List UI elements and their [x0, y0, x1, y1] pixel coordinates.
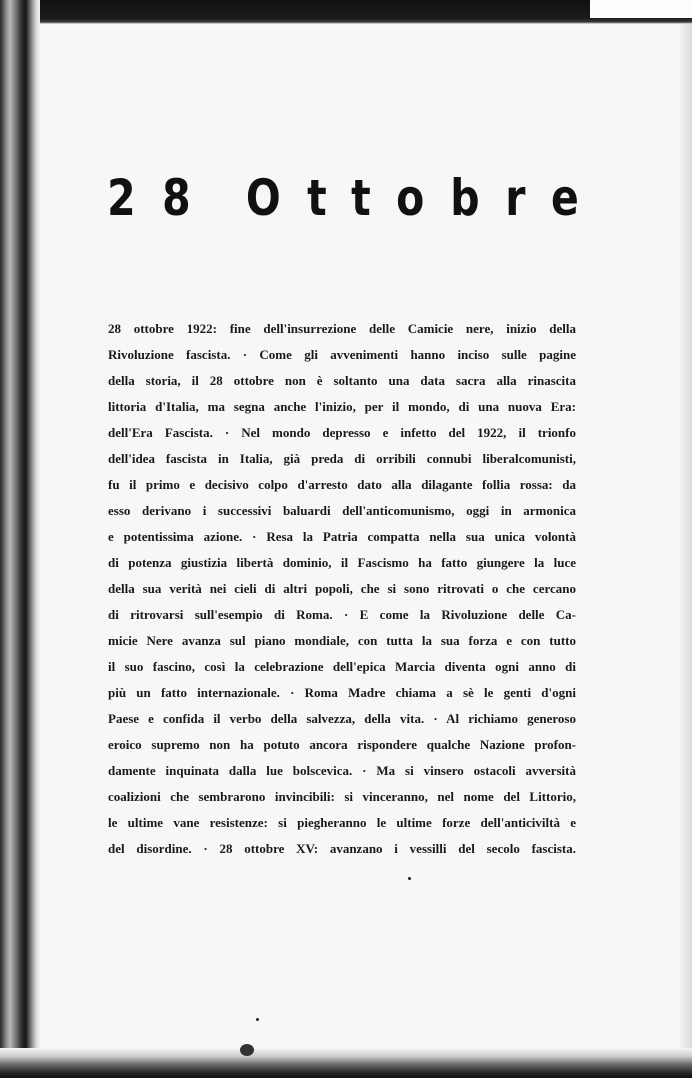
text-line: le ultime vane resistenze: si piegheranno le ultime forze dell'anticiviltà e	[108, 815, 576, 830]
title-char: r	[505, 169, 526, 227]
text-line: fu il primo e decisivo colpo d'arresto dato alla dilagante follia rossa: da	[108, 477, 576, 492]
scan-edge-left	[0, 0, 40, 1078]
text-line: esso derivano i successivi baluardi dell'anticomunismo, oggi in armonica	[108, 503, 576, 518]
title-char: t	[306, 169, 327, 227]
scan-edge-notch	[590, 0, 692, 18]
title-char: e	[551, 169, 579, 227]
text-line: della sua verità nei cieli di altri popoli, che si sono ritrovati o che cercano	[108, 581, 576, 596]
body-paragraph	[108, 316, 576, 862]
title-char: o	[395, 169, 424, 227]
text-line: 28 ottobre 1922: fine dell'insurrezione delle Camicie nere, inizio della	[108, 321, 576, 336]
text-line: dell'idea fascista in Italia, già preda di orribili connubi liberalcomunisti,	[108, 451, 576, 466]
ink-speck	[240, 1044, 254, 1056]
text-line: eroico supremo non ha potuto ancora rispondere qualche Nazione profon-	[108, 737, 576, 752]
title-char: 2	[107, 169, 136, 227]
text-line: di ritrovarsi sull'esempio di Roma. · E come la Rivoluzione delle Ca-	[108, 607, 576, 622]
text-line: più un fatto internazionale. · Roma Madre chiama a sè le genti d'ogni	[108, 685, 576, 700]
scan-edge-bottom	[0, 1048, 692, 1078]
text-line: damente inquinata dalla lue bolscevica. · Ma si vinsero ostacoli avversità	[108, 763, 576, 778]
title-char: b	[450, 169, 480, 227]
page-title	[104, 166, 582, 230]
text-line: micie Nere avanza sul piano mondiale, con tutta la sua forza e con tutto	[108, 633, 576, 648]
scan-edge-top	[0, 0, 692, 24]
title-char: t	[350, 169, 371, 227]
text-line: della storia, il 28 ottobre non è soltanto una data sacra alla rinascita	[108, 373, 576, 388]
text-line: il suo fascino, così la celebrazione dell'epica Marcia diventa ogni anno di	[108, 659, 576, 674]
text-line: del disordine. · 28 ottobre XV: avanzano i vessilli del secolo fascista.	[108, 841, 576, 856]
text-line: Rivoluzione fascista. · Come gli avvenimenti hanno inciso sulle pagine	[108, 347, 576, 362]
ink-speck	[256, 1018, 259, 1021]
title-char: 8	[162, 169, 191, 227]
title-char: O	[245, 169, 281, 227]
text-line: di potenza giustizia libertà dominio, il Fascismo ha fatto giungere la luce	[108, 555, 576, 570]
text-line: coalizioni che sembrarono invincibili: si vinceranno, nel nome del Littorio,	[108, 789, 576, 804]
scan-edge-right	[680, 24, 692, 1078]
text-line: e potentissima azione. · Resa la Patria compatta nella sua unica volontà	[108, 529, 576, 544]
ink-speck	[408, 877, 411, 880]
text-line: Paese e confida il verbo della salvezza, della vita. · Al richiamo generoso	[108, 711, 576, 726]
text-line: dell'Era Fascista. · Nel mondo depresso e infetto del 1922, il trionfo	[108, 425, 576, 440]
text-line: littoria d'Italia, ma segna anche l'inizio, per il mondo, di una nuova Era:	[108, 399, 576, 414]
